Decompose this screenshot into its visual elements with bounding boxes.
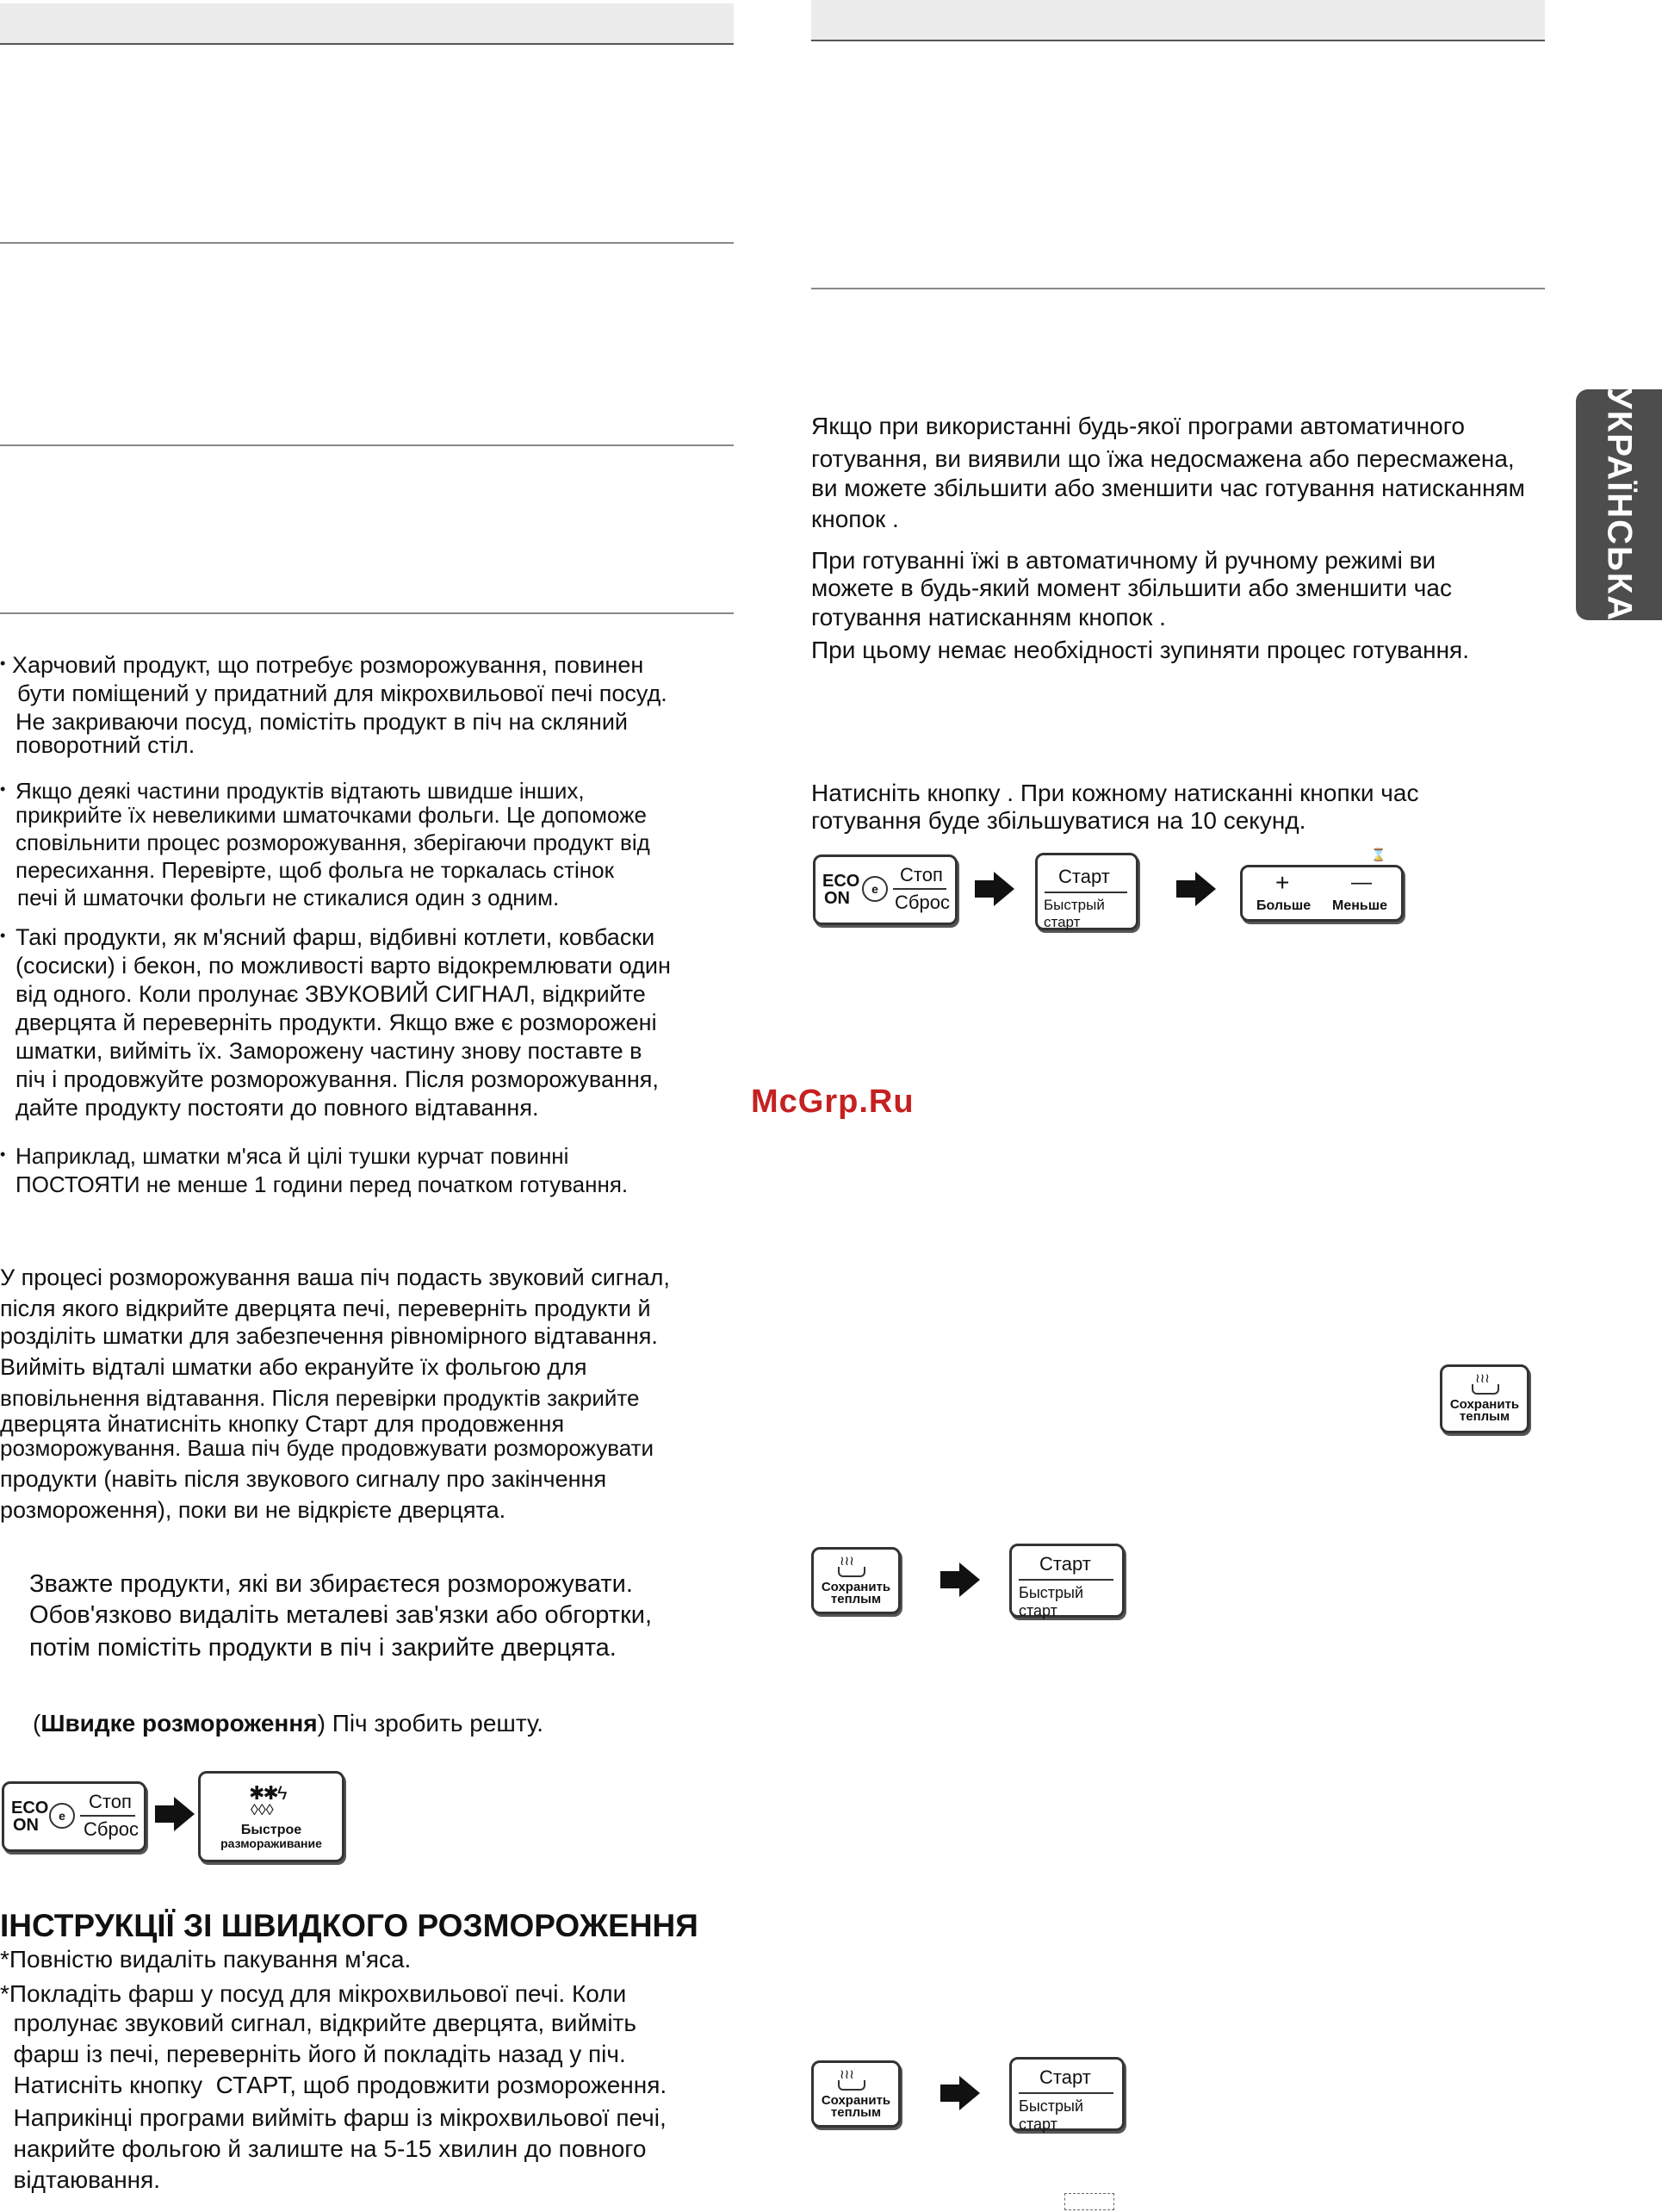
text-line: *Покладіть фарш у посуд для мікрохвильової печі. Коли [0,1980,627,2007]
list-item [0,1142,628,1199]
keep-warm-label: Сохранить [821,2093,891,2108]
text-line: Не закриваючи посуд, помістіть продукт в піч на скляний [16,709,629,735]
text-line: від одного. Коли пролунає ЗВУКОВИЙ СИГНАЛ, відкрийте [16,981,646,1007]
text-line: готування натисканням кнопок . [811,604,1166,631]
text-line: розморожування. Ваша піч буде продовжувати розморожувати [0,1435,654,1461]
reset-label: Сброс [895,892,950,913]
list-item [0,651,667,760]
divider [811,288,1545,289]
text-line: кнопок . [811,506,899,532]
text-line: продукти (навіть після звукового сигналу про закінчення [0,1466,607,1492]
minus-icon: — [1351,871,1372,894]
stop-label: Стоп [89,1791,132,1812]
text-line: після якого відкрийте дверцята печі, переверніть продукти й [0,1296,651,1321]
text-line: Наприкінці програми вийміть фарш із мікрохвильової печі, [0,2104,667,2131]
keep-warm-label: Сохранить [821,1580,891,1594]
text-line: Такі продукти, як м'ясний фарш, відбивні котлети, ковбаски [16,924,655,950]
eco-on-label: ON [13,1816,39,1835]
start-button[interactable] [1035,853,1138,930]
text-line: Вийміть відталі шматки або екрануйте їх фольгою для [0,1354,587,1380]
text-line: сповільнити процес розморожування, зберігаючи продукт від [16,830,650,855]
left-header-bar [0,3,734,45]
text-line: піч і продовжуйте розморожування. Після розморожування, [16,1066,659,1092]
right-header-bar [811,0,1545,41]
bullet-icon: • [0,927,6,944]
quick-defrost-line [33,1709,543,1738]
keep-warm-button[interactable] [811,2060,901,2128]
text-line: Натисніть кнопку СТАРТ, щоб продовжити розмороження. [0,2072,667,2098]
quick-start-label: Быстрый старт [1044,897,1105,930]
pot-icon [1472,1384,1499,1395]
instructions-title: ІНСТРУКЦІЇ ЗІ ШВИДКОГО РОЗМОРОЖЕННЯ [0,1908,698,1943]
text-line: потім помістіть продукти в піч і закрийте дверцята. [29,1634,617,1662]
list-item [0,923,671,1122]
reset-label: Сброс [84,1818,139,1840]
stop-label: Стоп [900,864,943,885]
text-line: печі й шматочки фольги не стикалися один з одним. [17,885,560,910]
more-label: Больше [1256,898,1312,913]
snowflake-drops-icon: ✱✱ϟ [249,1782,286,1804]
keep-warm-button[interactable] [1440,1364,1529,1433]
plus-icon: + [1275,869,1290,896]
quick-defrost-label: Быстрое [240,1823,302,1837]
text-line: Обов'язково видаліть металеві зав'язки або обгортки, [29,1601,653,1629]
text-line: фарш із печі, переверніть його й покладіть назад у піч. [0,2041,626,2067]
text-line: шматки, вийміть їх. Заморожену частину знову поставте в [16,1038,642,1064]
language-tab [1576,387,1662,623]
pot-icon [838,2080,865,2091]
eco-on-label: ON [824,889,850,908]
text-line: готування, ви виявили що їжа недосмажена або пересмажена, [811,445,1515,472]
text-line: розділіть шматки для забезпечення рівномірного відтавання. [0,1323,658,1349]
drops-icon: ◊◊◊ [251,1801,274,1818]
divider [0,444,734,446]
steam-pot-icon: ≀≀≀ [840,2067,854,2082]
quick-defrost-button[interactable] [198,1771,344,1862]
quick-start-label: Быстрый старт [1019,2097,1083,2133]
start-label: Старт [1039,2066,1091,2088]
text-line: Зважте продукти, які ви збираєтеся розморожувати. [29,1570,633,1598]
text-line: дайте продукту постояти до повного відтавання. [16,1095,539,1121]
bullet-icon: • [0,655,6,672]
keep-warm-label-2: теплым [830,1592,882,1606]
text-line: У процесі розморожування ваша піч подасть звуковий сигнал, [0,1264,670,1290]
text-line: ви можете збільшити або зменшити час готування натисканням [811,475,1525,501]
keep-warm-label-2: теплым [830,2105,882,2120]
quick-defrost-bold: Швидке розмороження [40,1710,318,1737]
text-line: поворотний стіл. [16,732,195,758]
text-line: дверцята й переверніть продукти. Якщо вже є розморожені [16,1010,657,1035]
text-line: *Повністю видаліть пакування м'яса. [0,1946,412,1973]
text-line: Наприклад, шматки м'яса й цілі тушки курчат повинні [16,1143,569,1169]
eco-label: ECO [822,872,860,891]
text-line: При цьому немає необхідності зупиняти процес готування. [811,637,1469,663]
language-tab-label: УКРАЇНСЬКА [1600,387,1639,623]
pot-icon [838,1567,865,1577]
quick-start-label: Быстрый старт [1019,1584,1083,1619]
label-divider [1045,892,1127,893]
text-line: Харчовий продукт, що потребує розморожування, повинен [12,652,644,678]
text-line: Якщо при використанні будь-якої програми автоматичного [811,413,1465,439]
eco-stop-reset-button[interactable] [2,1781,146,1852]
keep-warm-button[interactable] [811,1547,901,1614]
quick-defrost-rest: ) Піч зробить решту. [317,1710,543,1737]
list-item [0,777,650,911]
text-line: накрийте фольгою й залиште на 5-15 хвилин до повного [0,2135,647,2162]
less-label: Меньше [1332,898,1387,913]
timer-icon: ⌛ [1371,848,1386,861]
steam-pot-icon: ≀≀≀ [1475,1371,1490,1386]
quick-defrost-label-2: размораживание [220,1836,322,1850]
text-line: готування буде збільшуватися на 10 секунд. [811,807,1306,834]
start-button[interactable] [1009,2057,1125,2131]
text-line: вповільнення відтавання. Після перевірки продуктів закрийте [0,1385,640,1411]
steam-pot-icon: ≀≀≀ [840,1554,854,1569]
text-line: бути поміщений у придатний для мікрохвильової печі посуд. [17,680,667,706]
text-line: При готуванні їжі в автоматичному й ручному режимі ви [811,547,1436,574]
label-divider [80,1815,135,1817]
dotted-marker [1064,2193,1114,2210]
more-less-button[interactable] [1240,865,1404,922]
text-line: дверцята йнатисніть кнопку Старт для продовження [0,1411,565,1437]
keep-warm-label: Сохранить [1449,1397,1520,1412]
watermark: McGrp.Ru [751,1084,915,1120]
text-line: пересихання. Перевірте, щоб фольга не торкалась стінок [16,857,614,883]
start-label: Старт [1058,866,1110,887]
text-line: відтаювання. [0,2166,161,2193]
eco-stop-reset-button[interactable] [813,854,958,925]
paren-open: ( [33,1710,41,1737]
label-divider [893,888,946,890]
text-line: розмороження), поки ви не відкрієте дверцята. [0,1497,506,1523]
text-line: (сосиски) і бекон, по можливості варто відокремлювати один [16,953,671,979]
eco-leaf-icon: e [862,876,888,902]
start-label: Старт [1039,1553,1091,1575]
divider [0,242,734,244]
text-line: можете в будь-який момент збільшити або зменшити час [811,575,1452,601]
label-divider [1019,2092,1113,2094]
eco-leaf-icon: e [49,1803,75,1829]
text-line: пролунає звуковий сигнал, відкрийте дверцята, вийміть [0,2010,636,2036]
label-divider [1019,1579,1113,1581]
bullet-icon: • [0,780,6,798]
bullet-icon: • [0,1146,6,1163]
divider [0,612,734,614]
text-line: Якщо деякі частини продуктів відтають швидше інших, [16,778,585,804]
text-line: прикрийте їх невеликими шматочками фольги. Це допоможе [16,802,647,828]
start-button[interactable] [1009,1544,1125,1618]
text-line: ПОСТОЯТИ не менше 1 години перед початком готування. [16,1171,629,1197]
eco-label: ECO [11,1799,49,1817]
keep-warm-label-2: теплым [1459,1409,1510,1424]
text-line: Натисніть кнопку . При кожному натисканні кнопки час [811,780,1419,806]
